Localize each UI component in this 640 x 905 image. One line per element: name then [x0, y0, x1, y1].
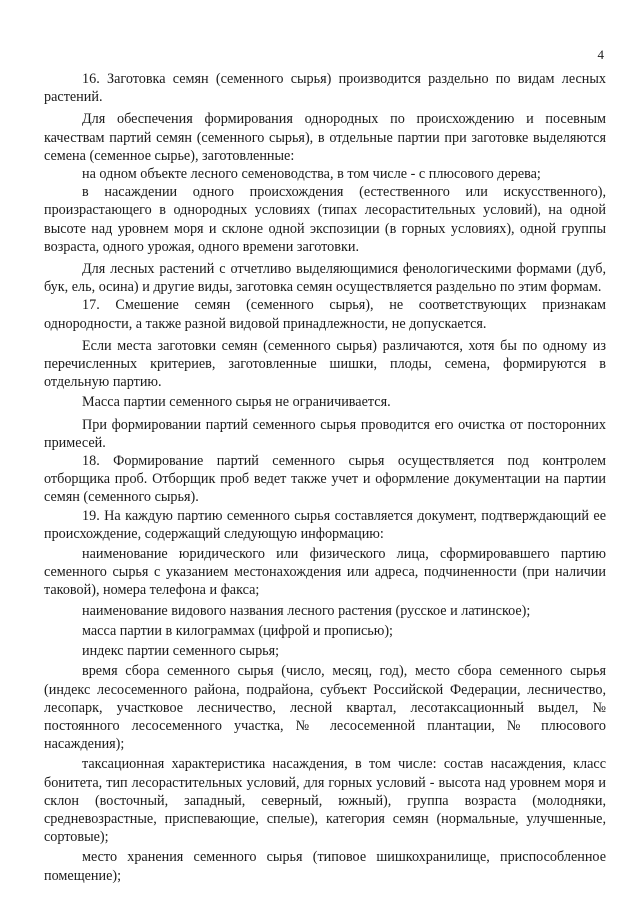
page-number: 4 — [597, 47, 604, 62]
list-item: на одном объекте лесного семеноводства, в том числе - с плюсового дерева; — [82, 166, 541, 183]
paragraph: Для обеспечения формирования однородных по происхождению и посевным качествам партий семян (семенного сырья), в отдельные партии при заготовке выделяются семена (семенное сырье), заготовленные: — [44, 111, 606, 164]
paragraph-18: 18. Формирование партий семенного сырья осуществляется под контролем отборщика проб. Отборщик проб ведет также учет и оформление документации на партии семян (семенного сырья). — [44, 453, 606, 506]
document-body — [44, 70, 606, 885]
list-item: время сбора семенного сырья (число, месяц, год), место сбора семенного сырья (индекс лесосеменного района, подрайона, субъект Российской Федерации, лесничество, лесопарк, участковое лесничество, лесной квартал, лесотаксационный выдел, № постоянного лесосеменного участка, № лесосеменной плантации, № плюсового насаждения); — [44, 663, 606, 753]
list-item: наименование юридического или физического лица, сформировавшего партию семенного сырья с указанием местонахождения или адреса, подчиненности (при наличии таковой), номера телефона и факса; — [44, 546, 606, 599]
paragraph-19: 19. На каждую партию семенного сырья составляется документ, подтверждающий ее происхождение, содержащий следующую информацию: — [44, 507, 606, 542]
paragraph: Масса партии семенного сырья не ограничивается. — [82, 394, 391, 411]
paragraph: При формировании партий семенного сырья проводится его очистка от посторонних примесей. — [44, 416, 606, 451]
paragraph-16: 16. Заготовка семян (семенного сырья) производится раздельно по видам лесных растений. — [44, 71, 606, 106]
list-item: в насаждении одного происхождения (естественного или искусственного), произрастающего в однородных условиях (типах лесорастительных условий), на одной высоте над уровнем моря и склоне одной экспозиции (в горных условиях), одной группы возраста, одного урожая, одного времени заготовки. — [44, 184, 606, 255]
paragraph: Если места заготовки семян (семенного сырья) различаются, хотя бы по одному из перечисленных критериев, заготовленные шишки, плоды, семена, формируются в отдельную партию. — [44, 337, 606, 391]
list-item: индекс партии семенного сырья; — [82, 643, 280, 660]
list-item: масса партии в килограммах (цифрой и прописью); — [82, 622, 393, 639]
list-item: наименование видового названия лесного растения (русское и латинское); — [82, 602, 531, 619]
list-item: таксационная характеристика насаждения, в том числе: состав насаждения, класс бонитета, тип лесорастительных условий, для горных условий - высота над уровнем моря и склон (восточный, западный, северный, южный), группа возраста (молодняки, средневозрастные, приспевающие, спелые), категория семян (нормальные, улучшенные, сортовые); — [44, 756, 606, 846]
paragraph-17: 17. Смешение семян (семенного сырья), не соответствующих признакам однородности, а также разной видовой принадлежности, не допускается. — [44, 297, 606, 332]
paragraph: Для лесных растений с отчетливо выделяющимися фенологическими формами (дуб, бук, ель, осина) и другие виды, заготовка семян осуществляется раздельно по этим формам. — [44, 261, 606, 296]
list-item: место хранения семенного сырья (типовое шишкохранилище, приспособленное помещение); — [44, 849, 606, 884]
